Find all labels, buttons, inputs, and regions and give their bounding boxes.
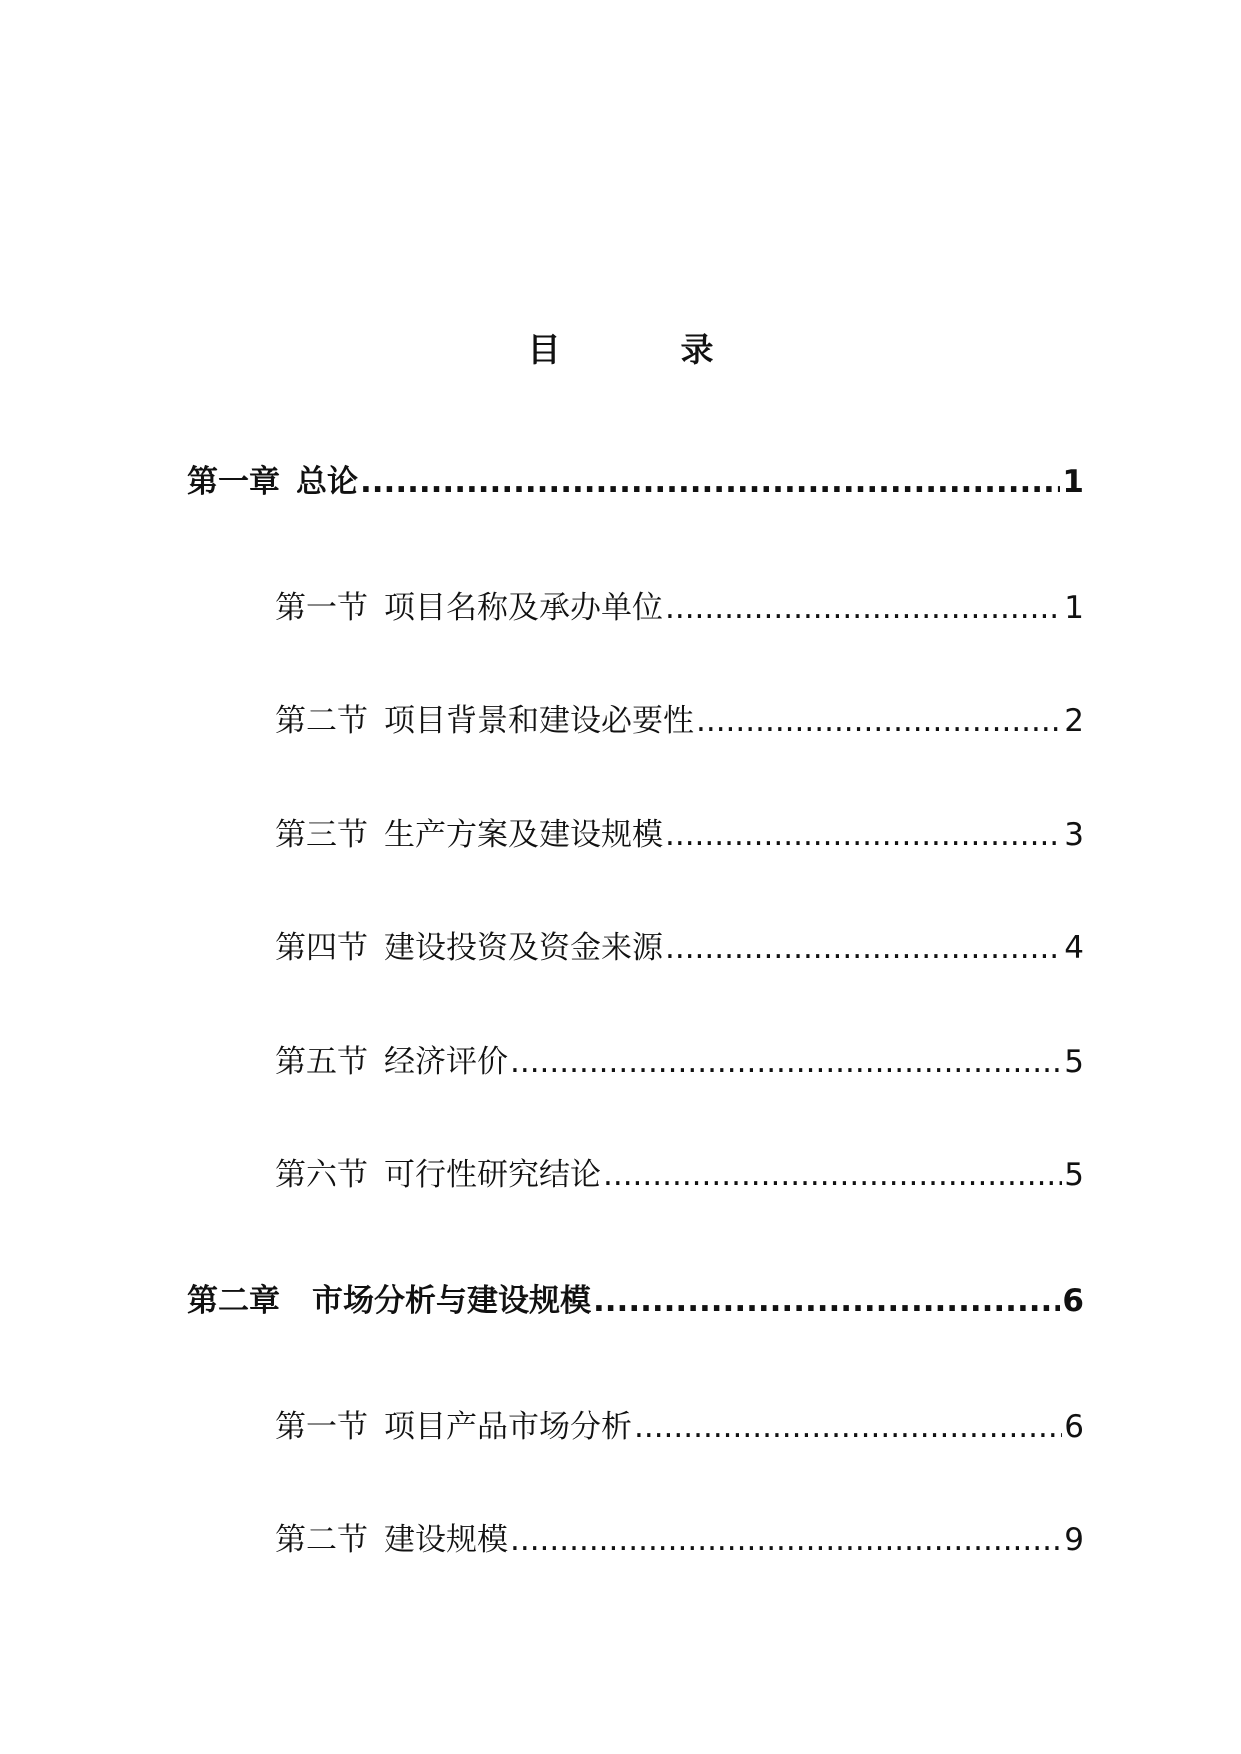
toc-entry-label <box>187 1281 591 1321</box>
toc-page-number: 1 <box>1064 590 1084 626</box>
toc-entry-number: 第一节 <box>275 590 368 626</box>
toc-entry-label <box>275 701 694 741</box>
toc-entry-label <box>275 928 663 968</box>
toc-entry-text: 生产方案及建设规模 <box>384 817 663 853</box>
toc-entry-section[interactable] <box>275 1407 1084 1447</box>
toc-entry-label <box>275 588 663 628</box>
toc-page-number: 5 <box>1064 1044 1084 1080</box>
toc-page-number: 1 <box>1062 464 1084 500</box>
toc-page-number: 9 <box>1064 1522 1084 1558</box>
toc-dot-leader <box>510 1042 1062 1082</box>
toc-entry-label <box>275 1155 601 1195</box>
toc-entry-label <box>275 1407 632 1447</box>
toc-entry-chapter-1[interactable] <box>187 462 1084 502</box>
toc-entry-number: 第四节 <box>275 930 368 966</box>
toc-dot-leader <box>510 1520 1062 1560</box>
toc-entry-text: 经济评价 <box>384 1044 508 1080</box>
toc-entry-number: 第一章 <box>187 464 280 500</box>
toc-page-number: 2 <box>1064 703 1084 739</box>
toc-title-left: 目 <box>527 330 561 369</box>
toc-entry-text: 项目背景和建设必要性 <box>384 703 694 739</box>
toc-entry-label <box>275 815 663 855</box>
toc-entry-text: 可行性研究结论 <box>384 1157 601 1193</box>
toc-entry-number: 第二节 <box>275 1522 368 1558</box>
toc-entry-section[interactable] <box>275 1042 1084 1082</box>
toc-title <box>0 330 1241 370</box>
toc-entry-section[interactable] <box>275 1155 1084 1195</box>
toc-dot-leader <box>665 588 1062 628</box>
toc-dot-leader <box>603 1155 1062 1195</box>
toc-dot-leader <box>634 1407 1062 1447</box>
toc-entry-section[interactable] <box>275 1520 1084 1560</box>
toc-entry-chapter-2[interactable] <box>187 1281 1084 1321</box>
toc-entry-section[interactable] <box>275 815 1084 855</box>
toc-entry-text: 项目产品市场分析 <box>384 1409 632 1445</box>
toc-entry-text: 市场分析与建设规模 <box>312 1283 591 1319</box>
toc-entry-number: 第三节 <box>275 817 368 853</box>
toc-page-number: 4 <box>1064 930 1084 966</box>
toc-dot-leader <box>360 462 1060 502</box>
toc-dot-leader <box>696 701 1062 741</box>
toc-page-number: 3 <box>1064 817 1084 853</box>
toc-page-number: 6 <box>1064 1409 1084 1445</box>
toc-entry-text: 建设投资及资金来源 <box>384 930 663 966</box>
toc-entry-section[interactable] <box>275 701 1084 741</box>
toc-entry-number: 第二节 <box>275 703 368 739</box>
toc-entry-label <box>275 1042 508 1082</box>
toc-dot-leader <box>593 1281 1060 1321</box>
toc-entry-section[interactable] <box>275 928 1084 968</box>
toc-entry-text: 建设规模 <box>384 1522 508 1558</box>
toc-title-right: 录 <box>680 330 714 369</box>
toc-entry-section[interactable] <box>275 588 1084 628</box>
toc-entry-label <box>187 462 358 502</box>
toc-entry-text: 总论 <box>296 464 358 500</box>
toc-entry-number: 第二章 <box>187 1283 280 1319</box>
toc-entry-number: 第六节 <box>275 1157 368 1193</box>
toc-entry-number: 第一节 <box>275 1409 368 1445</box>
toc-entry-number: 第五节 <box>275 1044 368 1080</box>
toc-entry-label <box>275 1520 508 1560</box>
toc-dot-leader <box>665 928 1062 968</box>
toc-dot-leader <box>665 815 1062 855</box>
toc-page-number: 5 <box>1064 1157 1084 1193</box>
toc-page-number: 6 <box>1062 1283 1084 1319</box>
toc-entry-text: 项目名称及承办单位 <box>384 590 663 626</box>
